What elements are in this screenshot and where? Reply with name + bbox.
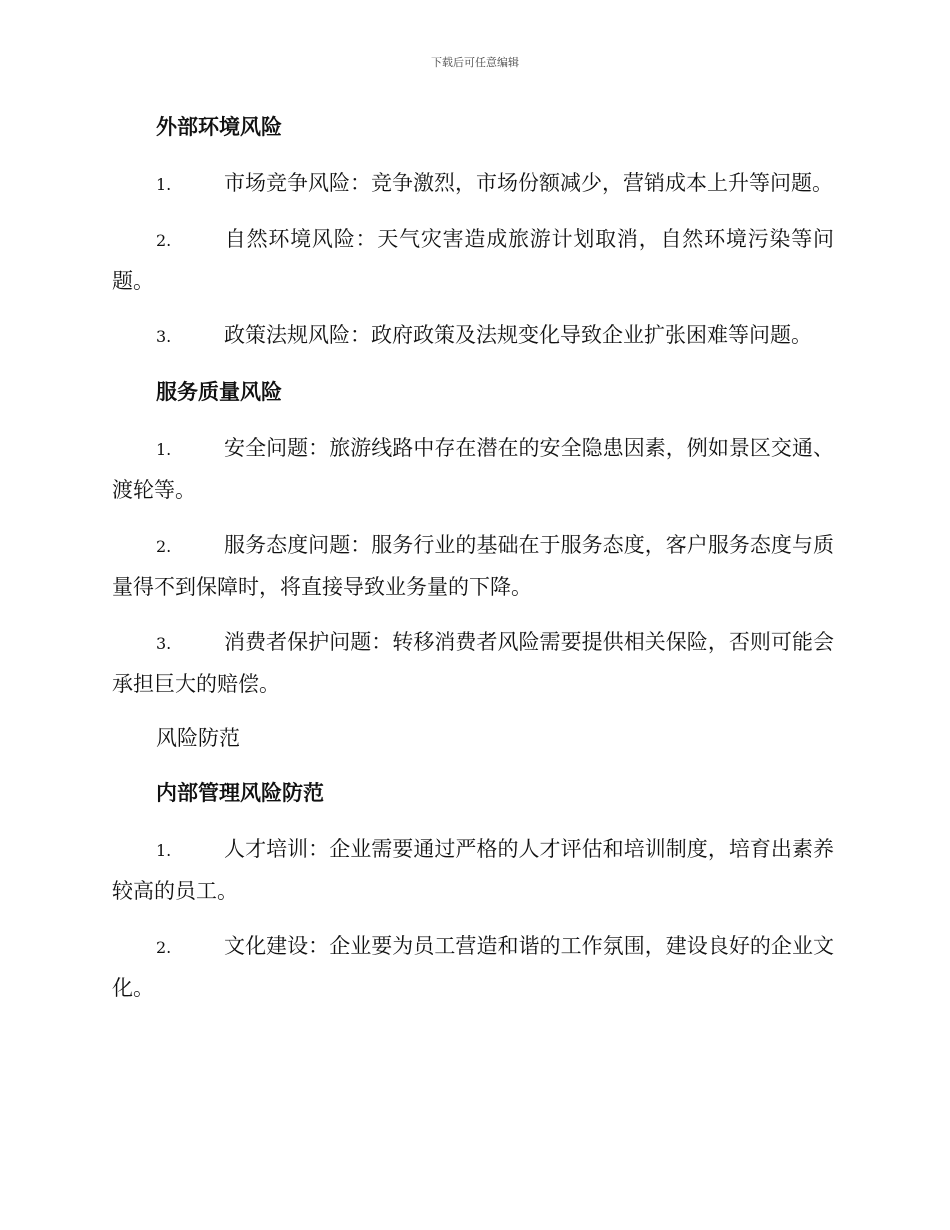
list-item (112, 316, 834, 356)
item-number: 1. (156, 841, 172, 860)
section-heading-risk-prevention: 风险防范 (156, 726, 240, 750)
section-heading-internal-management: 内部管理风险防范 (156, 780, 324, 805)
item-number: 2. (156, 231, 172, 250)
list-item (112, 219, 834, 302)
item-text: 消费者保护问题：转移消费者风险需要提供相关保险，否则可能会承担巨大的赔偿。 (112, 630, 834, 696)
item-number: 3. (156, 327, 172, 346)
item-number: 2. (156, 537, 172, 556)
item-text: 自然环境风险：天气灾害造成旅游计划取消，自然环境污染等问题。 (112, 227, 834, 293)
item-number: 3. (156, 634, 172, 653)
list-item (112, 829, 834, 912)
list-item (112, 428, 834, 511)
item-number: 1. (156, 175, 172, 194)
item-text: 人才培训：企业需要通过严格的人才评估和培训制度，培育出素养较高的员工。 (112, 837, 834, 903)
page-header: 下载后可任意编辑 (431, 56, 519, 69)
item-text: 安全问题：旅游线路中存在潜在的安全隐患因素，例如景区交通、渡轮等。 (112, 436, 834, 502)
document-body (112, 108, 834, 1023)
list-item (112, 525, 834, 608)
list-item (112, 622, 834, 705)
list-item (112, 926, 834, 1009)
section-heading-service-quality: 服务质量风险 (156, 379, 282, 404)
item-text: 政策法规风险：政府政策及法规变化导致企业扩张困难等问题。 (224, 323, 812, 347)
item-text: 市场竞争风险：竞争激烈，市场份额减少，营销成本上升等问题。 (224, 171, 833, 195)
item-number: 1. (156, 440, 172, 459)
item-text: 服务态度问题：服务行业的基础在于服务态度，客户服务态度与质量得不到保障时，将直接导致业务量的下降。 (112, 533, 834, 599)
section-heading-external-risk: 外部环境风险 (156, 114, 282, 139)
list-item (112, 163, 834, 205)
item-number: 2. (156, 938, 172, 957)
item-text: 文化建设：企业要为员工营造和谐的工作氛围，建设良好的企业文化。 (112, 934, 834, 1000)
